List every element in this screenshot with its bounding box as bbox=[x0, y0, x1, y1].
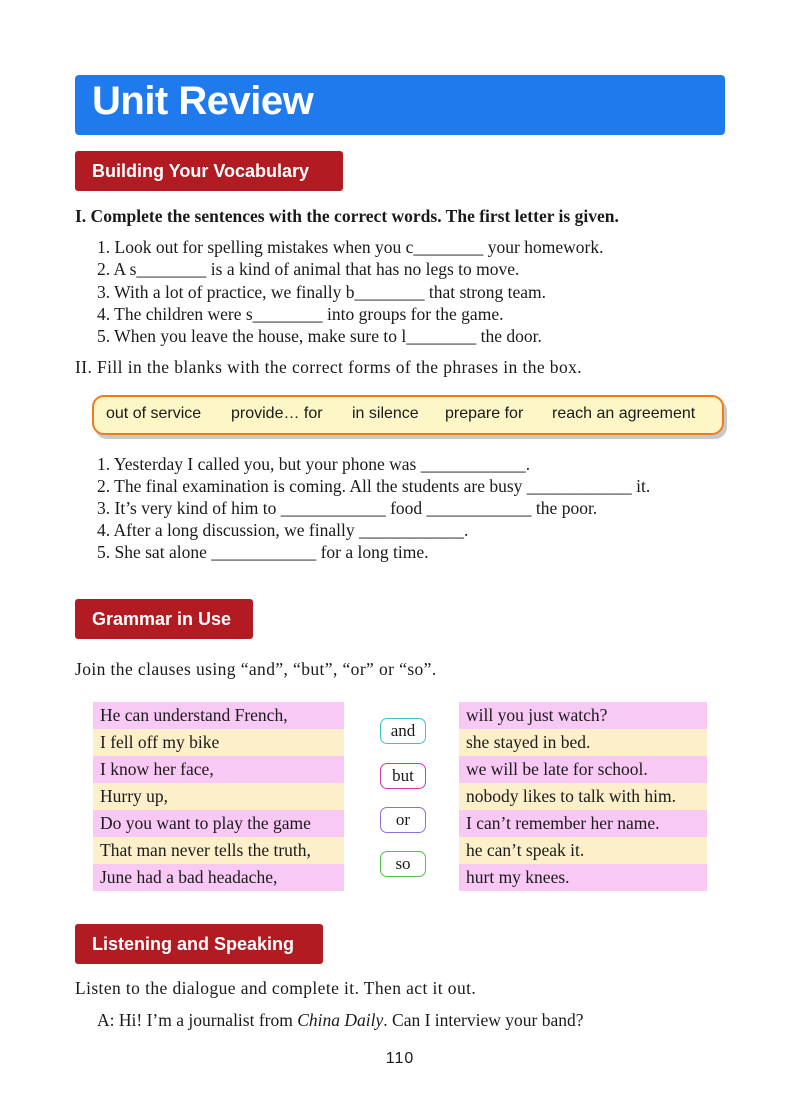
phrase-option: out of service bbox=[106, 405, 202, 422]
page-number: 110 bbox=[385, 1050, 415, 1067]
phrase-option: provide… for bbox=[231, 405, 323, 422]
right-clause: we will be late for school. bbox=[459, 756, 707, 783]
part2-item-2: 2. The final examination is coming. All the students are busy ____________ it. bbox=[97, 476, 651, 496]
right-clause: she stayed in bed. bbox=[459, 729, 707, 756]
listening-instruction: Listen to the dialogue and complete it. Then act it out. bbox=[75, 978, 477, 998]
left-clause: That man never tells the truth, bbox=[93, 837, 344, 864]
unit-title-banner bbox=[75, 75, 725, 135]
phrase-option: reach an agreement bbox=[552, 405, 696, 422]
part2-instruction: II. Fill in the blanks with the correct forms of the phrases in the box. bbox=[75, 357, 583, 377]
left-clause: I fell off my bike bbox=[93, 729, 344, 756]
part2-item-1: 1. Yesterday I called you, but your phone was ____________. bbox=[97, 454, 531, 474]
phrase-option: prepare for bbox=[445, 405, 524, 422]
part1-instruction: I. Complete the sentences with the correct words. The first letter is given. bbox=[75, 206, 619, 226]
right-clause: nobody likes to talk with him. bbox=[459, 783, 707, 810]
right-clause: hurt my knees. bbox=[459, 864, 707, 891]
page-title: Unit Review bbox=[92, 79, 314, 123]
part1-item-3: 3. With a lot of practice, we finally b________ that strong team. bbox=[97, 282, 547, 302]
left-clause: Do you want to play the game bbox=[93, 810, 344, 837]
dialogue-line-a-prefix: A: Hi! I’m a journalist from bbox=[97, 1010, 298, 1030]
left-clause: He can understand French, bbox=[93, 702, 344, 729]
conjunction-and: and bbox=[380, 718, 426, 744]
part2-item-3: 3. It’s very kind of him to ____________ food ____________ the poor. bbox=[97, 498, 598, 518]
right-clause: he can’t speak it. bbox=[459, 837, 707, 864]
part1-item-2: 2. A s________ is a kind of animal that has no legs to move. bbox=[97, 259, 520, 279]
section-grammar-heading: Grammar in Use bbox=[75, 599, 253, 639]
part1-item-5: 5. When you leave the house, make sure to l________ the door. bbox=[97, 326, 542, 346]
right-clause: I can’t remember her name. bbox=[459, 810, 707, 837]
conjunction-or: or bbox=[380, 807, 426, 833]
part1-item-1: 1. Look out for spelling mistakes when you c________ your homework. bbox=[97, 237, 604, 257]
left-clause: Hurry up, bbox=[93, 783, 344, 810]
newspaper-name: China Daily bbox=[297, 1010, 384, 1030]
conjunction-so: so bbox=[380, 851, 426, 877]
dialogue-line-a bbox=[97, 1010, 584, 1031]
phrase-option: in silence bbox=[352, 405, 419, 422]
part1-item-4: 4. The children were s________ into groups for the game. bbox=[97, 304, 504, 324]
grammar-instruction: Join the clauses using “and”, “but”, “or” or “so”. bbox=[75, 659, 437, 679]
dialogue-line-a-suffix: . Can I interview your band? bbox=[383, 1010, 584, 1030]
section-listening-heading: Listening and Speaking bbox=[75, 924, 323, 964]
right-clause: will you just watch? bbox=[459, 702, 707, 729]
left-clause: I know her face, bbox=[93, 756, 344, 783]
phrase-box bbox=[92, 395, 724, 435]
conjunction-but: but bbox=[380, 763, 426, 789]
section-vocabulary-heading: Building Your Vocabulary bbox=[75, 151, 343, 191]
left-clause: June had a bad headache, bbox=[93, 864, 344, 891]
part2-item-5: 5. She sat alone ____________ for a long time. bbox=[97, 542, 429, 562]
part2-item-4: 4. After a long discussion, we finally ____________. bbox=[97, 520, 469, 540]
